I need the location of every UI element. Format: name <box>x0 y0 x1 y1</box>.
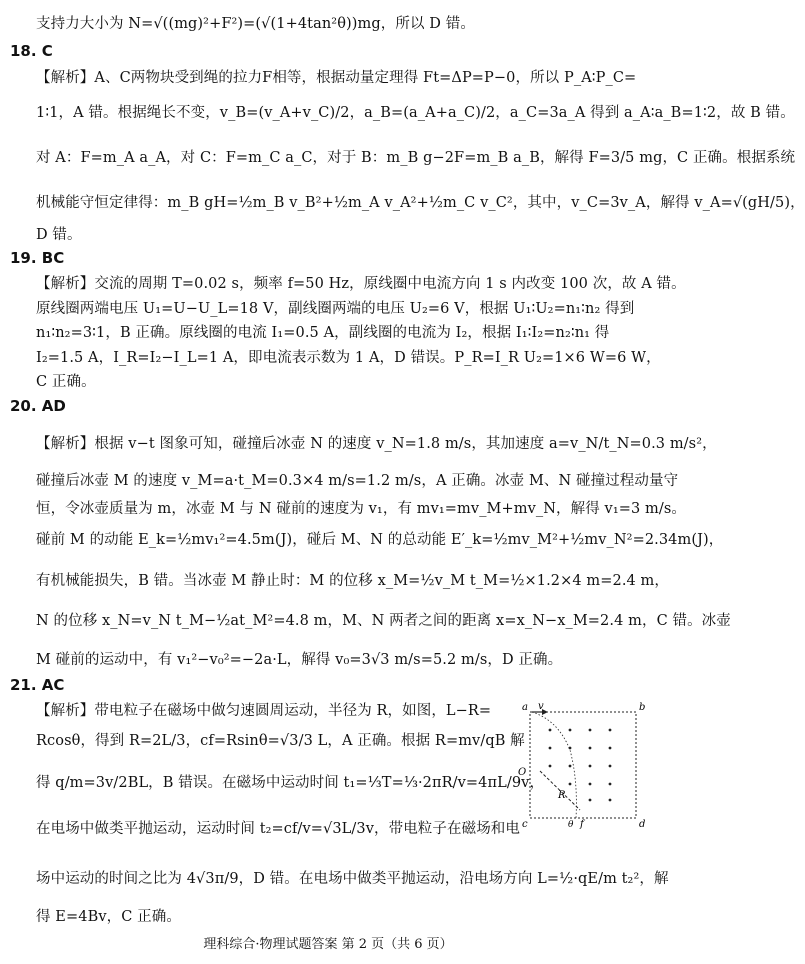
question-18-answer: 18. C <box>10 42 53 60</box>
text-line: 碰撞后冰壶 M 的速度 v_M=a·t_M=0.3×4 m/s=1.2 m/s，A 正确。冰壶 M、N 碰撞过程动量守 <box>36 473 679 489</box>
text-line: 得 q/m=3v/2BL，B 错误。在磁场中运动时间 t₁=⅓T=⅓·2πR/v=4πL/9v， <box>36 775 545 791</box>
field-diagram-svg <box>518 700 648 830</box>
text-line: D 错。 <box>36 227 82 243</box>
text-line: 【解析】交流的周期 T=0.02 s，频率 f=50 Hz，原线圈中电流方向 1 s 内改变 100 次，故 A 错。 <box>36 276 686 292</box>
text-line: 机械能守恒定律得：m_B gH=½m_B v_B²+½m_A v_A²+½m_C v_C²，其中，v_C=3v_A，解得 v_A=√(gH/5)， <box>36 195 805 211</box>
field-diagram <box>518 700 648 834</box>
label-v: v <box>538 701 544 712</box>
text-line: 【解析】带电粒子在磁场中做匀速圆周运动，半径为 R，如图，L−R= <box>36 703 492 719</box>
label-b: b <box>639 702 646 713</box>
text-line: 1∶1，A 错。根据绳长不变，v_B=(v_A+v_C)/2，a_B=(a_A+a_C)/2，a_C=3a_A 得到 a_A∶a_B=1∶2，故 B 错。 <box>36 105 795 121</box>
text-line: I₂=1.5 A，I_R=I₂−I_L=1 A，即电流表示数为 1 A，D 错误。P_R=I_R U₂=1×6 W=6 W， <box>36 350 661 366</box>
text-line: C 正确。 <box>36 374 96 390</box>
label-f: f <box>580 819 584 830</box>
label-O: O <box>518 767 527 778</box>
label-a: a <box>522 702 528 713</box>
page-footer: 理科综合·物理试题答案 第 2 页（共 6 页） <box>203 937 453 952</box>
text-line: Rcosθ，得到 R=2L/3，cf=Rsinθ=√3/3 L，A 正确。根据 R=mv/qB 解 <box>36 733 525 749</box>
text-line: 在电场中做类平抛运动，运动时间 t₂=cf/v=√3L/3v，带电粒子在磁场和电 <box>36 821 521 837</box>
text-line: 有机械能损失，B 错。当冰壶 M 静止时：M 的位移 x_M=½v_M t_M=½×1.2×4 m=2.4 m， <box>36 573 670 589</box>
text-line: n₁∶n₂=3∶1，B 正确。原线圈的电流 I₁=0.5 A，副线圈的电流为 I₂，根据 I₁∶I₂=n₂∶n₁ 得 <box>36 325 610 341</box>
question-21-answer: 21. AC <box>10 676 65 694</box>
label-c: c <box>522 819 528 830</box>
text-line: 支持力大小为 N=√((mg)²+F²)=(√(1+4tan²θ))mg，所以 D 错。 <box>36 16 475 32</box>
text-line: 原线圈两端电压 U₁=U−U_L=18 V，副线圈两端的电压 U₂=6 V，根据 U₁∶U₂=n₁∶n₂ 得到 <box>36 301 635 317</box>
text-line: N 的位移 x_N=v_N t_M−½at_M²=4.8 m，M、N 两者之间的距离 x=x_N−x_M=2.4 m，C 错。冰壶 <box>36 613 731 629</box>
label-d: d <box>639 819 646 830</box>
label-theta: θ <box>568 820 574 830</box>
field-boundary <box>530 712 636 818</box>
text-line: 【解析】根据 v−t 图象可知，碰撞后冰壶 N 的速度 v_N=1.8 m/s，其加速度 a=v_N/t_N=0.3 m/s²， <box>36 436 717 452</box>
text-line: 对 A：F=m_A a_A，对 C：F=m_C a_C，对于 B：m_B g−2F=m_B a_B，解得 F=3/5 mg，C 正确。根据系统 <box>36 150 796 166</box>
text-line: 得 E=4Bv，C 正确。 <box>36 909 181 925</box>
text-line: 场中运动的时间之比为 4√3π/9，D 错。在电场中做类平抛运动，沿电场方向 L=½·qE/m t₂²，解 <box>36 871 669 887</box>
text-line: 【解析】A、C两物块受到绳的拉力F相等，根据动量定理得 Ft=ΔP=P−0，所以 P_A∶P_C= <box>36 70 637 86</box>
text-line: 碰前 M 的动能 E_k=½mv₁²=4.5m(J)，碰后 M、N 的总动能 E′_k=½mv_M²+½mv_N²=2.34m(J)， <box>36 532 724 548</box>
question-19-answer: 19. BC <box>10 249 65 267</box>
text-line: 恒，令冰壶质量为 m，冰壶 M 与 N 碰前的速度为 v₁，有 mv₁=mv_M+mv_N，解得 v₁=3 m/s。 <box>36 501 686 517</box>
question-20-answer: 20. AD <box>10 397 66 415</box>
text-line: M 碰前的运动中，有 v₁²−v₀²=−2a·L，解得 v₀=3√3 m/s=5.2 m/s，D 正确。 <box>36 652 563 668</box>
label-R: R <box>558 790 566 801</box>
